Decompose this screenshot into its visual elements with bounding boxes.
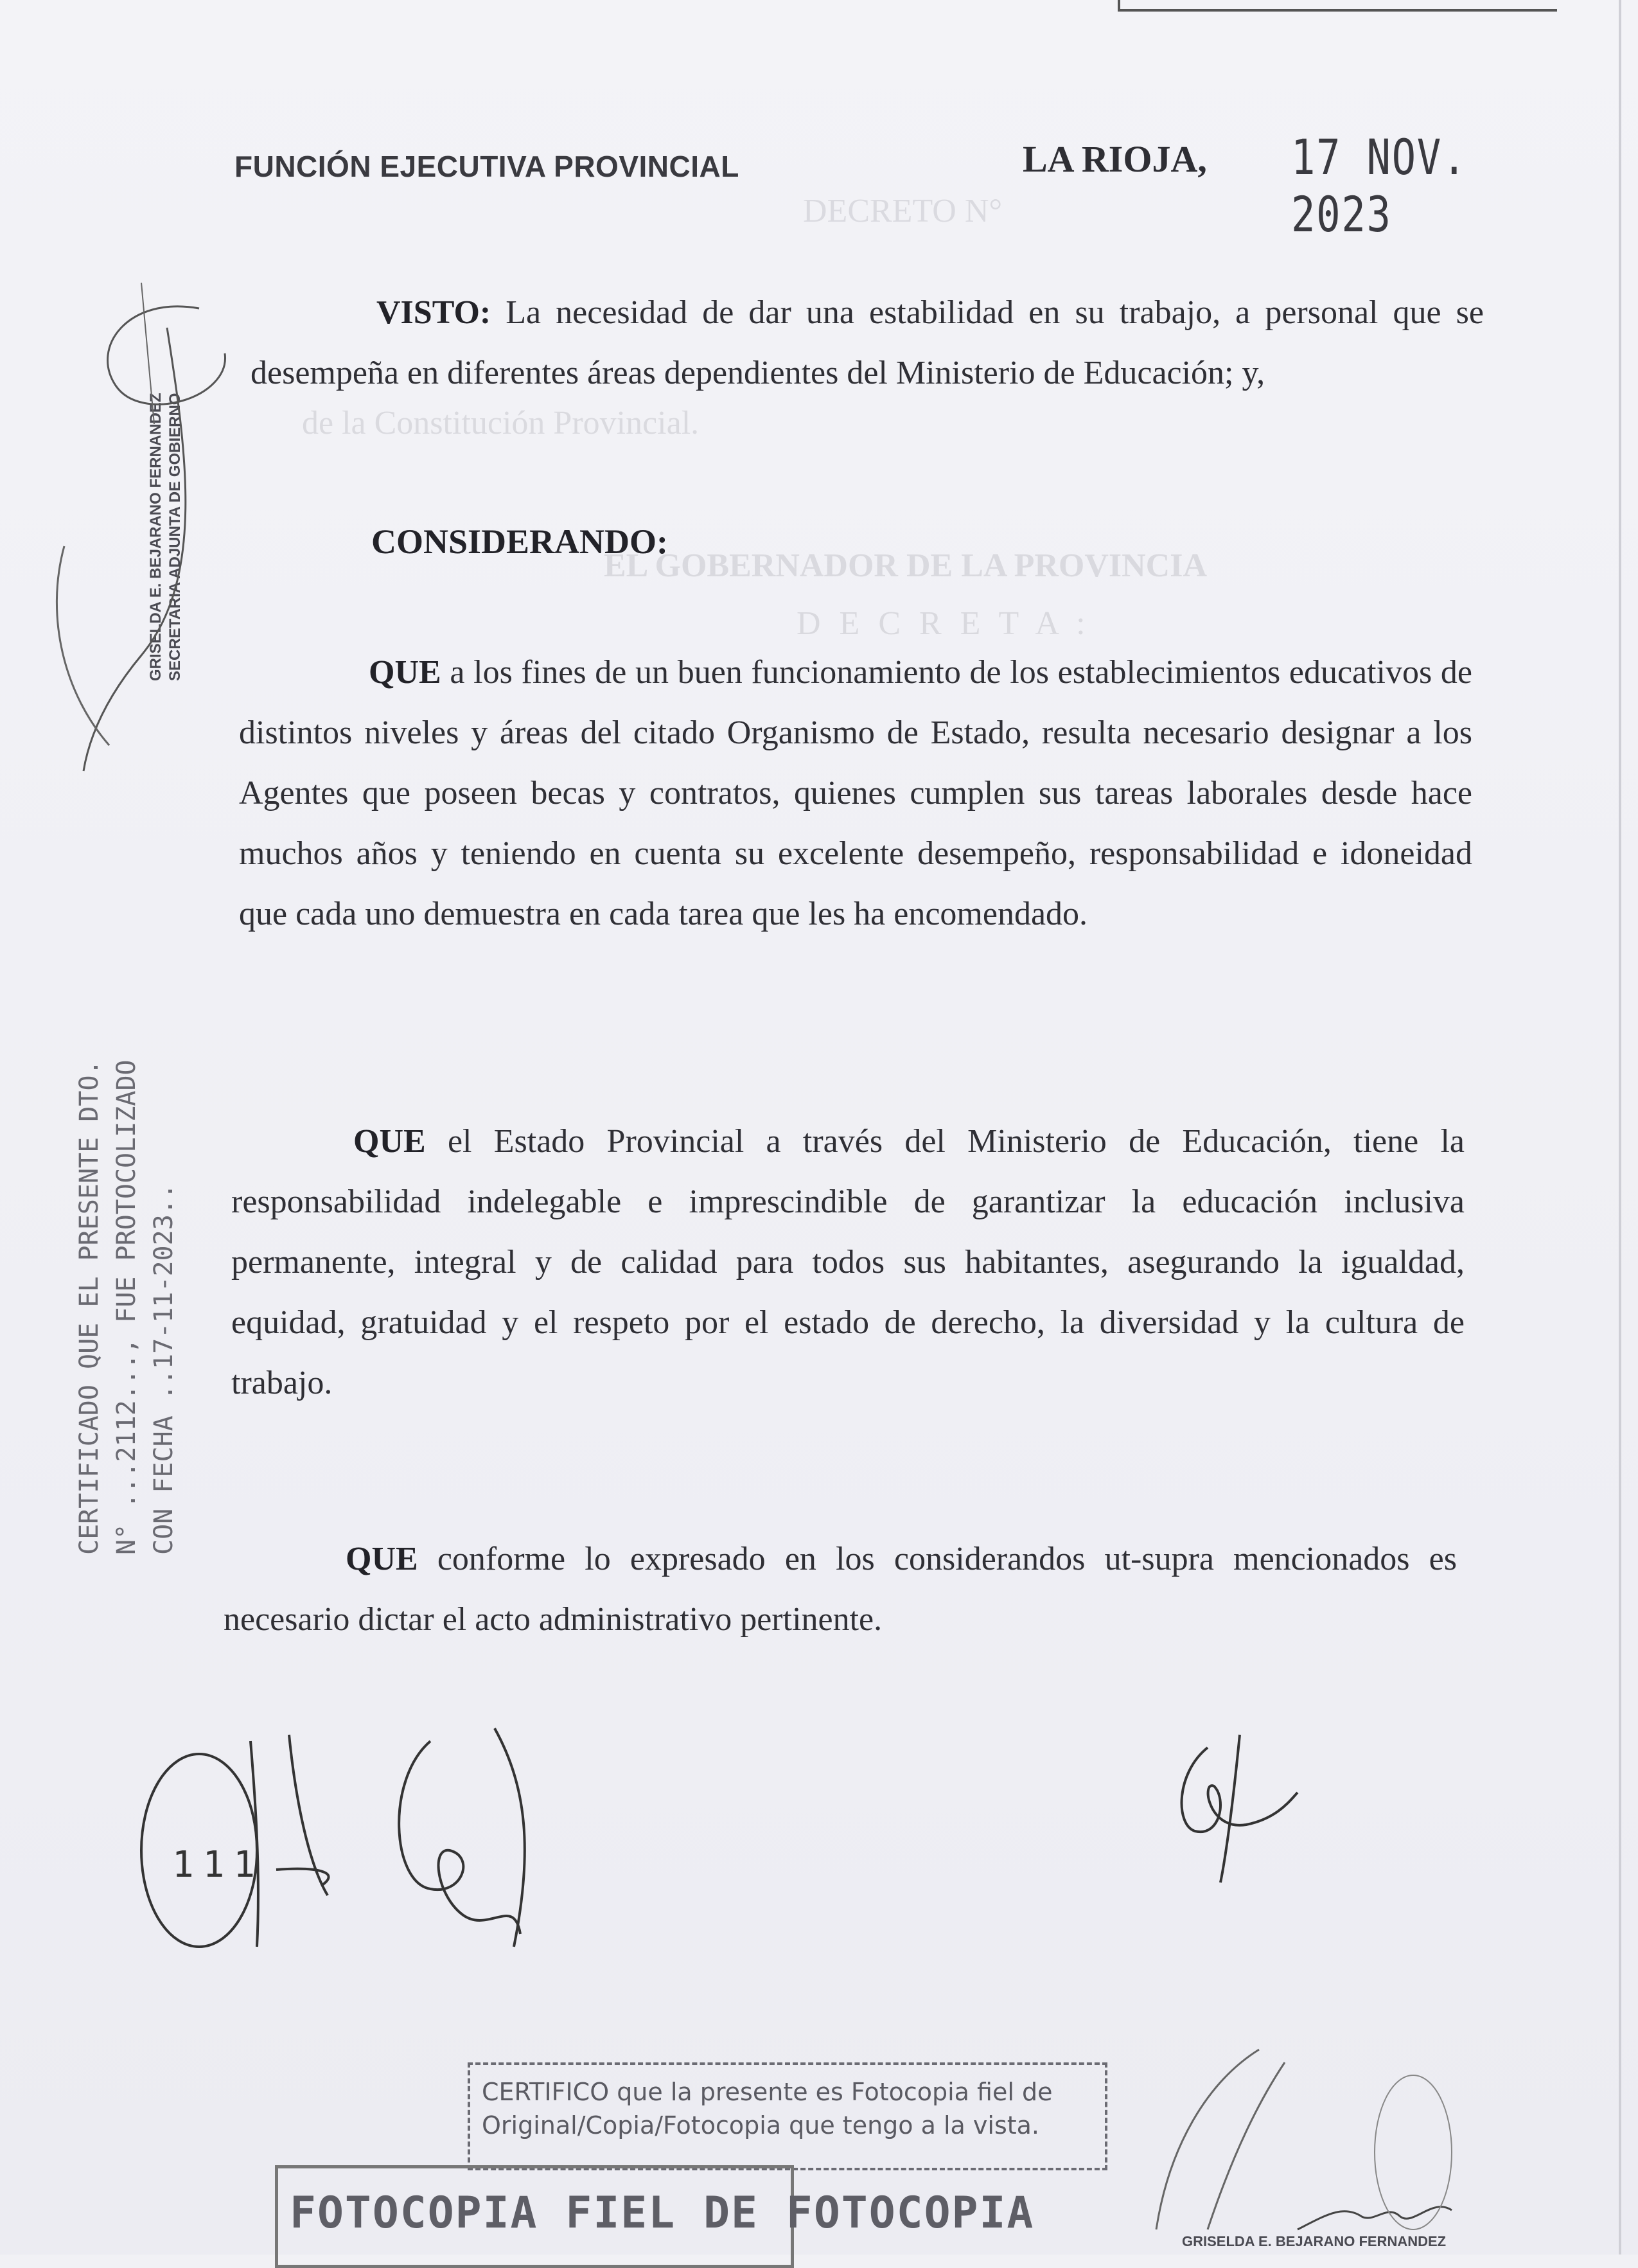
que-text: el Estado Provincial a través del Ministerio de Educación, tiene la responsabilidad indelegable e imprescindible de garantizar la educación inclusiva permanente, integral y de calidad para todos sus habitantes, asegurando la igualdad, equidad, gratuidad y el respeto por el estado de derecho, la diversidad y la cultura de trabajo. bbox=[231, 1123, 1465, 1401]
que-text: conforme lo expresado en los considerandos ut-supra mencionados es necesario dictar el acto administrativo pertinente. bbox=[224, 1541, 1457, 1638]
protocol-certification-stamp bbox=[71, 1059, 182, 1555]
photocopy-stamp: FOTOCOPIA FIEL DE FOTOCOPIA bbox=[275, 2165, 794, 2268]
considerando-heading: CONSIDERANDO: bbox=[371, 522, 669, 561]
que-label: QUE bbox=[346, 1541, 418, 1577]
bleed-through-line: de la Constitución Provincial. bbox=[302, 405, 700, 441]
que-paragraph-1 bbox=[239, 642, 1472, 944]
stamp-line: N° ...2112..., FUE PROTOCOLIZADO bbox=[112, 1059, 141, 1555]
certified-copy-stamp: CERTIFICO que la presente es Fotocopia fiel de Original/Copia/Fotocopia que tengo a la vista. bbox=[468, 2062, 1107, 2170]
seal-line: SECRETARIA ADJUNTA DE GOBIERNO bbox=[166, 393, 184, 681]
que-label: QUE bbox=[353, 1123, 426, 1160]
que-paragraph-2 bbox=[231, 1112, 1465, 1413]
bleed-through-line: DECRETO N° bbox=[803, 193, 1003, 229]
page-edge-line bbox=[1619, 0, 1621, 2255]
bleed-through-line: D E C R E T A : bbox=[797, 605, 1091, 642]
certifier-seal: GRISELDA E. BEJARANO FERNANDEZ bbox=[1182, 2233, 1447, 2249]
top-margin-mark bbox=[1118, 0, 1557, 12]
stamp-line: CERTIFICADO QUE EL PRESENTE DTO. bbox=[75, 1059, 104, 1555]
initials-signature bbox=[128, 1703, 591, 1972]
que-paragraph-3 bbox=[224, 1529, 1457, 1650]
bleed-through-line: EL GOBERNADOR DE LA PROVINCIA bbox=[604, 547, 1208, 584]
initials-number: 111 bbox=[172, 1844, 265, 1886]
visto-paragraph bbox=[251, 283, 1484, 403]
certifier-signature bbox=[1131, 1985, 1490, 2242]
que-text: a los fines de un buen funcionamiento de los establecimientos educativos de distintos niveles y áreas del citado Organismo de Estado, resulta necesario designar a los Agentes que poseen becas y contratos, quienes cumplen sus tareas laborales desde hace muchos años y teniendo en cuenta su excelente desempeño, responsabilidad e idoneidad que cada uno demuestra en cada tarea que les ha encomendado. bbox=[239, 654, 1472, 932]
place-of-issue: LA RIOJA, bbox=[1023, 138, 1207, 180]
que-label: QUE bbox=[369, 654, 441, 691]
issue-date-stamp: 17 NOV. 2023 bbox=[1291, 128, 1468, 243]
visto-text: La necesidad de dar una estabilidad en su trabajo, a personal que se desempeña en diferentes áreas dependientes del Ministerio de Educación; y, bbox=[251, 294, 1484, 391]
seal-line: GRISELDA E. BEJARANO FERNANDEZ bbox=[147, 393, 164, 681]
issuing-office: FUNCIÓN EJECUTIVA PROVINCIAL bbox=[234, 150, 739, 183]
margin-signature bbox=[39, 257, 244, 784]
official-signature bbox=[1169, 1722, 1336, 1889]
stamp-line: CON FECHA ..17-11-2023.. bbox=[149, 1183, 179, 1555]
visto-label: VISTO: bbox=[376, 294, 491, 331]
